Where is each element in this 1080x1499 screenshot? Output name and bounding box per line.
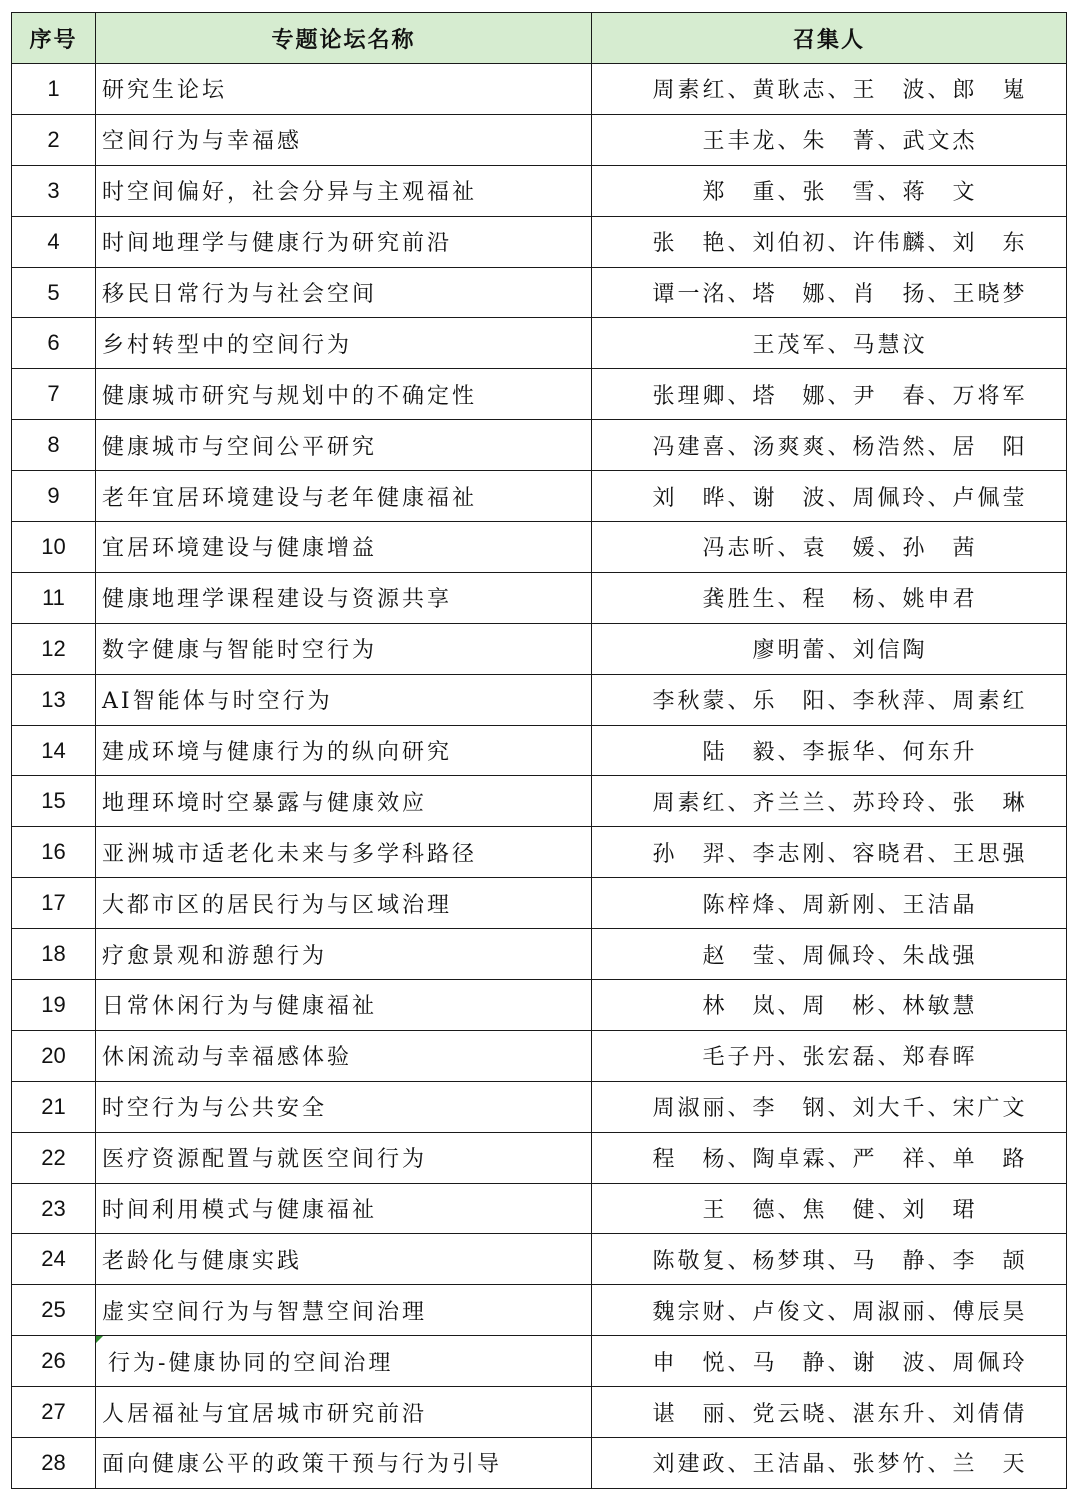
topic-text: 健康地理学课程建设与资源共享 [102, 587, 453, 613]
topic-text: 健康城市与空间公平研究 [102, 434, 378, 460]
row-topic [96, 1030, 592, 1081]
table-row [12, 1285, 1067, 1336]
topic-text: 医疗资源配置与就医空间行为 [102, 1147, 428, 1173]
table-row [12, 1030, 1067, 1081]
table-row [12, 1438, 1067, 1489]
row-convener: 孙 羿、李志刚、容晓君、王思强 [592, 827, 1067, 878]
cell-comment-marker-icon [96, 1336, 103, 1343]
row-topic [96, 1183, 592, 1234]
row-convener: 陈梓烽、周新刚、王洁晶 [592, 878, 1067, 929]
row-index: 1 [12, 64, 96, 115]
row-convener: 林 岚、周 彬、林敏慧 [592, 980, 1067, 1031]
row-topic [96, 318, 592, 369]
row-topic [96, 776, 592, 827]
row-index: 21 [12, 1081, 96, 1132]
topic-text: 宜居环境建设与健康增益 [102, 536, 378, 562]
table-row [12, 1183, 1067, 1234]
row-convener: 谌 丽、党云晓、湛东升、刘倩倩 [592, 1387, 1067, 1438]
row-topic [96, 420, 592, 471]
row-index: 15 [12, 776, 96, 827]
row-topic [96, 929, 592, 980]
forum-table [11, 12, 1067, 1489]
row-convener: 魏宗财、卢俊文、周淑丽、傅辰昊 [592, 1285, 1067, 1336]
row-index: 12 [12, 623, 96, 674]
row-topic [96, 1081, 592, 1132]
topic-text: 数字健康与智能时空行为 [102, 638, 378, 664]
row-topic [96, 369, 592, 420]
table-row [12, 420, 1067, 471]
row-convener: 李秋蒙、乐 阳、李秋萍、周素红 [592, 674, 1067, 725]
row-index: 6 [12, 318, 96, 369]
table-row [12, 1336, 1067, 1387]
row-index: 20 [12, 1030, 96, 1081]
table-row [12, 674, 1067, 725]
topic-text: 老龄化与健康实践 [102, 1248, 303, 1274]
topic-text: AI智能体与时空行为 [102, 689, 333, 715]
header-topic: 专题论坛名称 [96, 13, 592, 64]
topic-text: 面向健康公平的政策干预与行为引导 [102, 1452, 503, 1478]
row-index: 22 [12, 1132, 96, 1183]
row-topic [96, 725, 592, 776]
row-topic [96, 674, 592, 725]
row-index: 2 [12, 114, 96, 165]
row-convener: 赵 莹、周佩玲、朱战强 [592, 929, 1067, 980]
header-row [12, 13, 1067, 64]
table-row [12, 878, 1067, 929]
table-row [12, 776, 1067, 827]
table-row [12, 471, 1067, 522]
table-row [12, 1234, 1067, 1285]
table-row [12, 318, 1067, 369]
row-convener: 张理卿、塔 娜、尹 春、万将军 [592, 369, 1067, 420]
row-topic [96, 980, 592, 1031]
row-topic [96, 165, 592, 216]
table-row [12, 267, 1067, 318]
table-row [12, 572, 1067, 623]
topic-text: 大都市区的居民行为与区域治理 [102, 892, 453, 918]
row-topic [96, 1336, 592, 1387]
row-index: 13 [12, 674, 96, 725]
topic-text: 空间行为与幸福感 [102, 129, 303, 155]
table-row [12, 725, 1067, 776]
topic-text: 时间利用模式与健康福祉 [102, 1198, 378, 1224]
row-convener: 刘建政、王洁晶、张梦竹、兰 天 [592, 1438, 1067, 1489]
table-row [12, 1132, 1067, 1183]
header-index: 序号 [12, 13, 96, 64]
row-topic [96, 1285, 592, 1336]
row-convener: 陆 毅、李振华、何东升 [592, 725, 1067, 776]
row-convener: 冯志昕、袁 媛、孙 茜 [592, 522, 1067, 573]
row-index: 16 [12, 827, 96, 878]
header-convener: 召集人 [592, 13, 1067, 64]
row-convener: 陈敬复、杨梦琪、马 静、李 颉 [592, 1234, 1067, 1285]
row-index: 7 [12, 369, 96, 420]
row-convener: 王丰龙、朱 菁、武文杰 [592, 114, 1067, 165]
row-index: 27 [12, 1387, 96, 1438]
row-convener: 毛子丹、张宏磊、郑春晖 [592, 1030, 1067, 1081]
table-row [12, 369, 1067, 420]
row-topic [96, 827, 592, 878]
row-index: 9 [12, 471, 96, 522]
row-convener: 张 艳、刘伯初、许伟麟、刘 东 [592, 216, 1067, 267]
row-index: 26 [12, 1336, 96, 1387]
row-topic [96, 1438, 592, 1489]
row-index: 19 [12, 980, 96, 1031]
table-row [12, 165, 1067, 216]
row-index: 8 [12, 420, 96, 471]
forum-table-container [11, 12, 1066, 1489]
row-topic [96, 64, 592, 115]
row-topic [96, 267, 592, 318]
row-topic [96, 114, 592, 165]
topic-text: 乡村转型中的空间行为 [102, 332, 353, 358]
table-row [12, 929, 1067, 980]
row-index: 10 [12, 522, 96, 573]
topic-text: 疗愈景观和游憩行为 [102, 943, 328, 969]
row-index: 28 [12, 1438, 96, 1489]
topic-text: 健康城市研究与规划中的不确定性 [102, 383, 478, 409]
row-topic [96, 216, 592, 267]
row-index: 3 [12, 165, 96, 216]
topic-text: 移民日常行为与社会空间 [102, 282, 378, 307]
row-convener: 刘 晔、谢 波、周佩玲、卢佩莹 [592, 471, 1067, 522]
row-index: 25 [12, 1285, 96, 1336]
row-index: 17 [12, 878, 96, 929]
topic-text: 日常休闲行为与健康福祉 [102, 994, 378, 1020]
topic-text: 建成环境与健康行为的纵向研究 [102, 740, 453, 766]
table-row [12, 1387, 1067, 1438]
row-topic [96, 522, 592, 573]
table-row [12, 623, 1067, 674]
row-topic [96, 471, 592, 522]
row-topic [96, 1234, 592, 1285]
table-row [12, 980, 1067, 1031]
row-convener: 申 悦、马 静、谢 波、周佩玲 [592, 1336, 1067, 1387]
table-row [12, 64, 1067, 115]
topic-text: 老年宜居环境建设与老年健康福祉 [102, 485, 478, 511]
row-index: 23 [12, 1183, 96, 1234]
row-topic [96, 878, 592, 929]
topic-text: 时空间偏好，社会分异与主观福祉 [102, 180, 478, 206]
topic-text: 研究生论坛 [102, 78, 228, 104]
topic-text: 时间地理学与健康行为研究前沿 [102, 231, 453, 257]
topic-text: 虚实空间行为与智慧空间治理 [102, 1299, 428, 1325]
row-index: 5 [12, 267, 96, 318]
row-index: 18 [12, 929, 96, 980]
row-convener: 周素红、齐兰兰、苏玲玲、张 琳 [592, 776, 1067, 827]
row-convener: 周素红、黄耿志、王 波、郎 嵬 [592, 64, 1067, 115]
row-index: 14 [12, 725, 96, 776]
row-convener: 郑 重、张 雪、蒋 文 [592, 165, 1067, 216]
table-row [12, 114, 1067, 165]
row-convener: 冯建喜、汤爽爽、杨浩然、居 阳 [592, 420, 1067, 471]
row-index: 4 [12, 216, 96, 267]
table-row [12, 827, 1067, 878]
topic-text: 时空行为与公共安全 [102, 1096, 328, 1122]
table-row [12, 216, 1067, 267]
table-header [12, 13, 1067, 64]
row-convener: 王茂军、马慧汶 [592, 318, 1067, 369]
row-topic [96, 1387, 592, 1438]
table-body [12, 64, 1067, 1489]
row-convener: 廖明蕾、刘信陶 [592, 623, 1067, 674]
row-index: 11 [12, 572, 96, 623]
table-row [12, 1081, 1067, 1132]
table-row [12, 522, 1067, 573]
row-topic [96, 1132, 592, 1183]
row-topic [96, 572, 592, 623]
row-convener: 谭一洺、塔 娜、肖 扬、王晓梦 [592, 267, 1067, 318]
row-convener: 周淑丽、李 钢、刘大千、宋广文 [592, 1081, 1067, 1132]
row-convener: 龚胜生、程 杨、姚申君 [592, 572, 1067, 623]
topic-text: 人居福祉与宜居城市研究前沿 [102, 1401, 428, 1427]
row-convener: 王 德、焦 健、刘 珺 [592, 1183, 1067, 1234]
topic-text: 行为-健康协同的空间治理 [108, 1350, 394, 1376]
topic-text: 地理环境时空暴露与健康效应 [102, 790, 428, 816]
topic-text: 休闲流动与幸福感体验 [102, 1045, 353, 1071]
topic-text: 亚洲城市适老化未来与多学科路径 [102, 841, 478, 867]
row-convener: 程 杨、陶卓霖、严 祥、单 路 [592, 1132, 1067, 1183]
row-topic [96, 623, 592, 674]
row-index: 24 [12, 1234, 96, 1285]
